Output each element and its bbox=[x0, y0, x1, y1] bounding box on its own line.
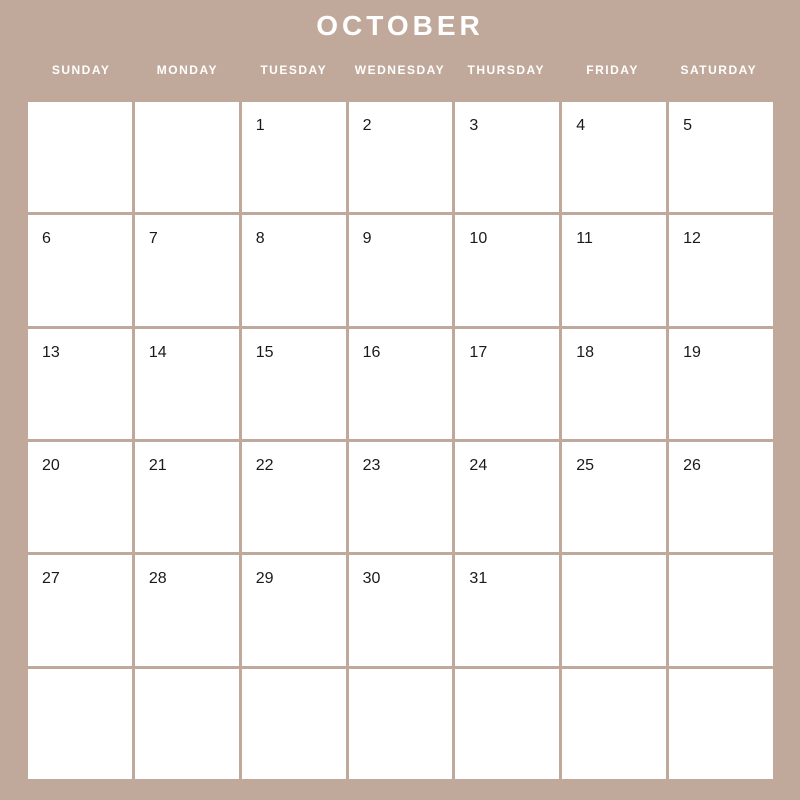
day-cell[interactable] bbox=[455, 669, 559, 779]
day-cell[interactable] bbox=[242, 669, 346, 779]
day-cell[interactable] bbox=[135, 102, 239, 212]
month-title: OCTOBER bbox=[316, 10, 484, 41]
day-number: 20 bbox=[42, 457, 60, 474]
day-number: 25 bbox=[576, 457, 595, 474]
day-cell[interactable] bbox=[28, 329, 132, 439]
day-number: 3 bbox=[469, 117, 479, 134]
day-cell[interactable] bbox=[349, 555, 453, 665]
weekday-thursday: THURSDAY bbox=[467, 63, 546, 77]
day-number: 21 bbox=[148, 457, 167, 474]
day-number: 12 bbox=[683, 230, 701, 248]
day-cell[interactable] bbox=[455, 329, 559, 439]
day-cell[interactable] bbox=[242, 442, 346, 552]
day-cell[interactable] bbox=[28, 669, 132, 779]
day-cell[interactable] bbox=[242, 329, 346, 439]
day-cell[interactable] bbox=[562, 329, 666, 439]
day-cell[interactable] bbox=[455, 215, 559, 325]
weekday-sunday: SUNDAY bbox=[51, 63, 111, 77]
day-cell[interactable] bbox=[242, 102, 346, 212]
day-number: 23 bbox=[362, 457, 381, 474]
day-number: 2 bbox=[362, 117, 372, 134]
day-cell[interactable] bbox=[669, 669, 773, 779]
weekday-header bbox=[28, 60, 772, 80]
day-cell[interactable] bbox=[135, 442, 239, 552]
day-cell[interactable] bbox=[349, 329, 453, 439]
day-cell[interactable] bbox=[562, 215, 666, 325]
day-cell[interactable] bbox=[669, 442, 773, 552]
day-cell[interactable] bbox=[135, 215, 239, 325]
day-number: 17 bbox=[469, 343, 488, 361]
day-number: 11 bbox=[576, 230, 593, 248]
day-cell[interactable] bbox=[28, 215, 132, 325]
day-cell[interactable] bbox=[349, 215, 453, 325]
day-number: 14 bbox=[148, 343, 167, 361]
day-cell[interactable] bbox=[135, 329, 239, 439]
day-cell[interactable] bbox=[28, 442, 132, 552]
day-number: 30 bbox=[362, 570, 381, 588]
day-cell[interactable] bbox=[242, 555, 346, 665]
weekday-saturday: SATURDAY bbox=[680, 63, 758, 77]
day-number: 22 bbox=[255, 457, 274, 474]
day-number: 13 bbox=[42, 343, 60, 361]
day-cell[interactable] bbox=[28, 102, 132, 212]
calendar-grid bbox=[28, 102, 773, 779]
day-number: 4 bbox=[576, 117, 586, 134]
day-number: 9 bbox=[362, 230, 372, 248]
day-number: 1 bbox=[255, 117, 265, 134]
day-cell[interactable] bbox=[669, 215, 773, 325]
day-cell[interactable] bbox=[135, 669, 239, 779]
day-number: 24 bbox=[469, 457, 488, 474]
day-number: 16 bbox=[362, 343, 381, 361]
day-cell[interactable] bbox=[455, 442, 559, 552]
day-number: 29 bbox=[255, 570, 274, 588]
day-cell[interactable] bbox=[455, 555, 559, 665]
day-cell[interactable] bbox=[562, 442, 666, 552]
day-cell[interactable] bbox=[28, 555, 132, 665]
day-number: 31 bbox=[469, 570, 488, 588]
day-number: 5 bbox=[683, 117, 693, 134]
day-cell[interactable] bbox=[669, 329, 773, 439]
day-number: 8 bbox=[255, 230, 265, 248]
day-number: 18 bbox=[576, 343, 595, 361]
day-cell[interactable] bbox=[349, 669, 453, 779]
day-cell[interactable] bbox=[562, 555, 666, 665]
day-number: 27 bbox=[42, 570, 60, 588]
weekday-wednesday: WEDNESDAY bbox=[354, 63, 446, 77]
day-number: 28 bbox=[148, 570, 167, 588]
day-cell[interactable] bbox=[669, 102, 773, 212]
day-cell[interactable] bbox=[562, 669, 666, 779]
day-cell[interactable] bbox=[135, 555, 239, 665]
day-number: 6 bbox=[42, 230, 51, 248]
day-number: 19 bbox=[683, 343, 701, 361]
weekday-monday: MONDAY bbox=[156, 63, 219, 77]
day-number: 15 bbox=[255, 343, 274, 361]
day-cell[interactable] bbox=[669, 555, 773, 665]
day-cell[interactable] bbox=[562, 102, 666, 212]
day-cell[interactable] bbox=[242, 215, 346, 325]
day-number: 10 bbox=[469, 230, 488, 248]
day-cell[interactable] bbox=[349, 102, 453, 212]
weekday-friday: FRIDAY bbox=[586, 63, 639, 77]
weekday-tuesday: TUESDAY bbox=[260, 63, 328, 77]
day-cell[interactable] bbox=[455, 102, 559, 212]
day-number: 26 bbox=[683, 457, 701, 474]
day-number: 7 bbox=[148, 230, 158, 248]
day-cell[interactable] bbox=[349, 442, 453, 552]
